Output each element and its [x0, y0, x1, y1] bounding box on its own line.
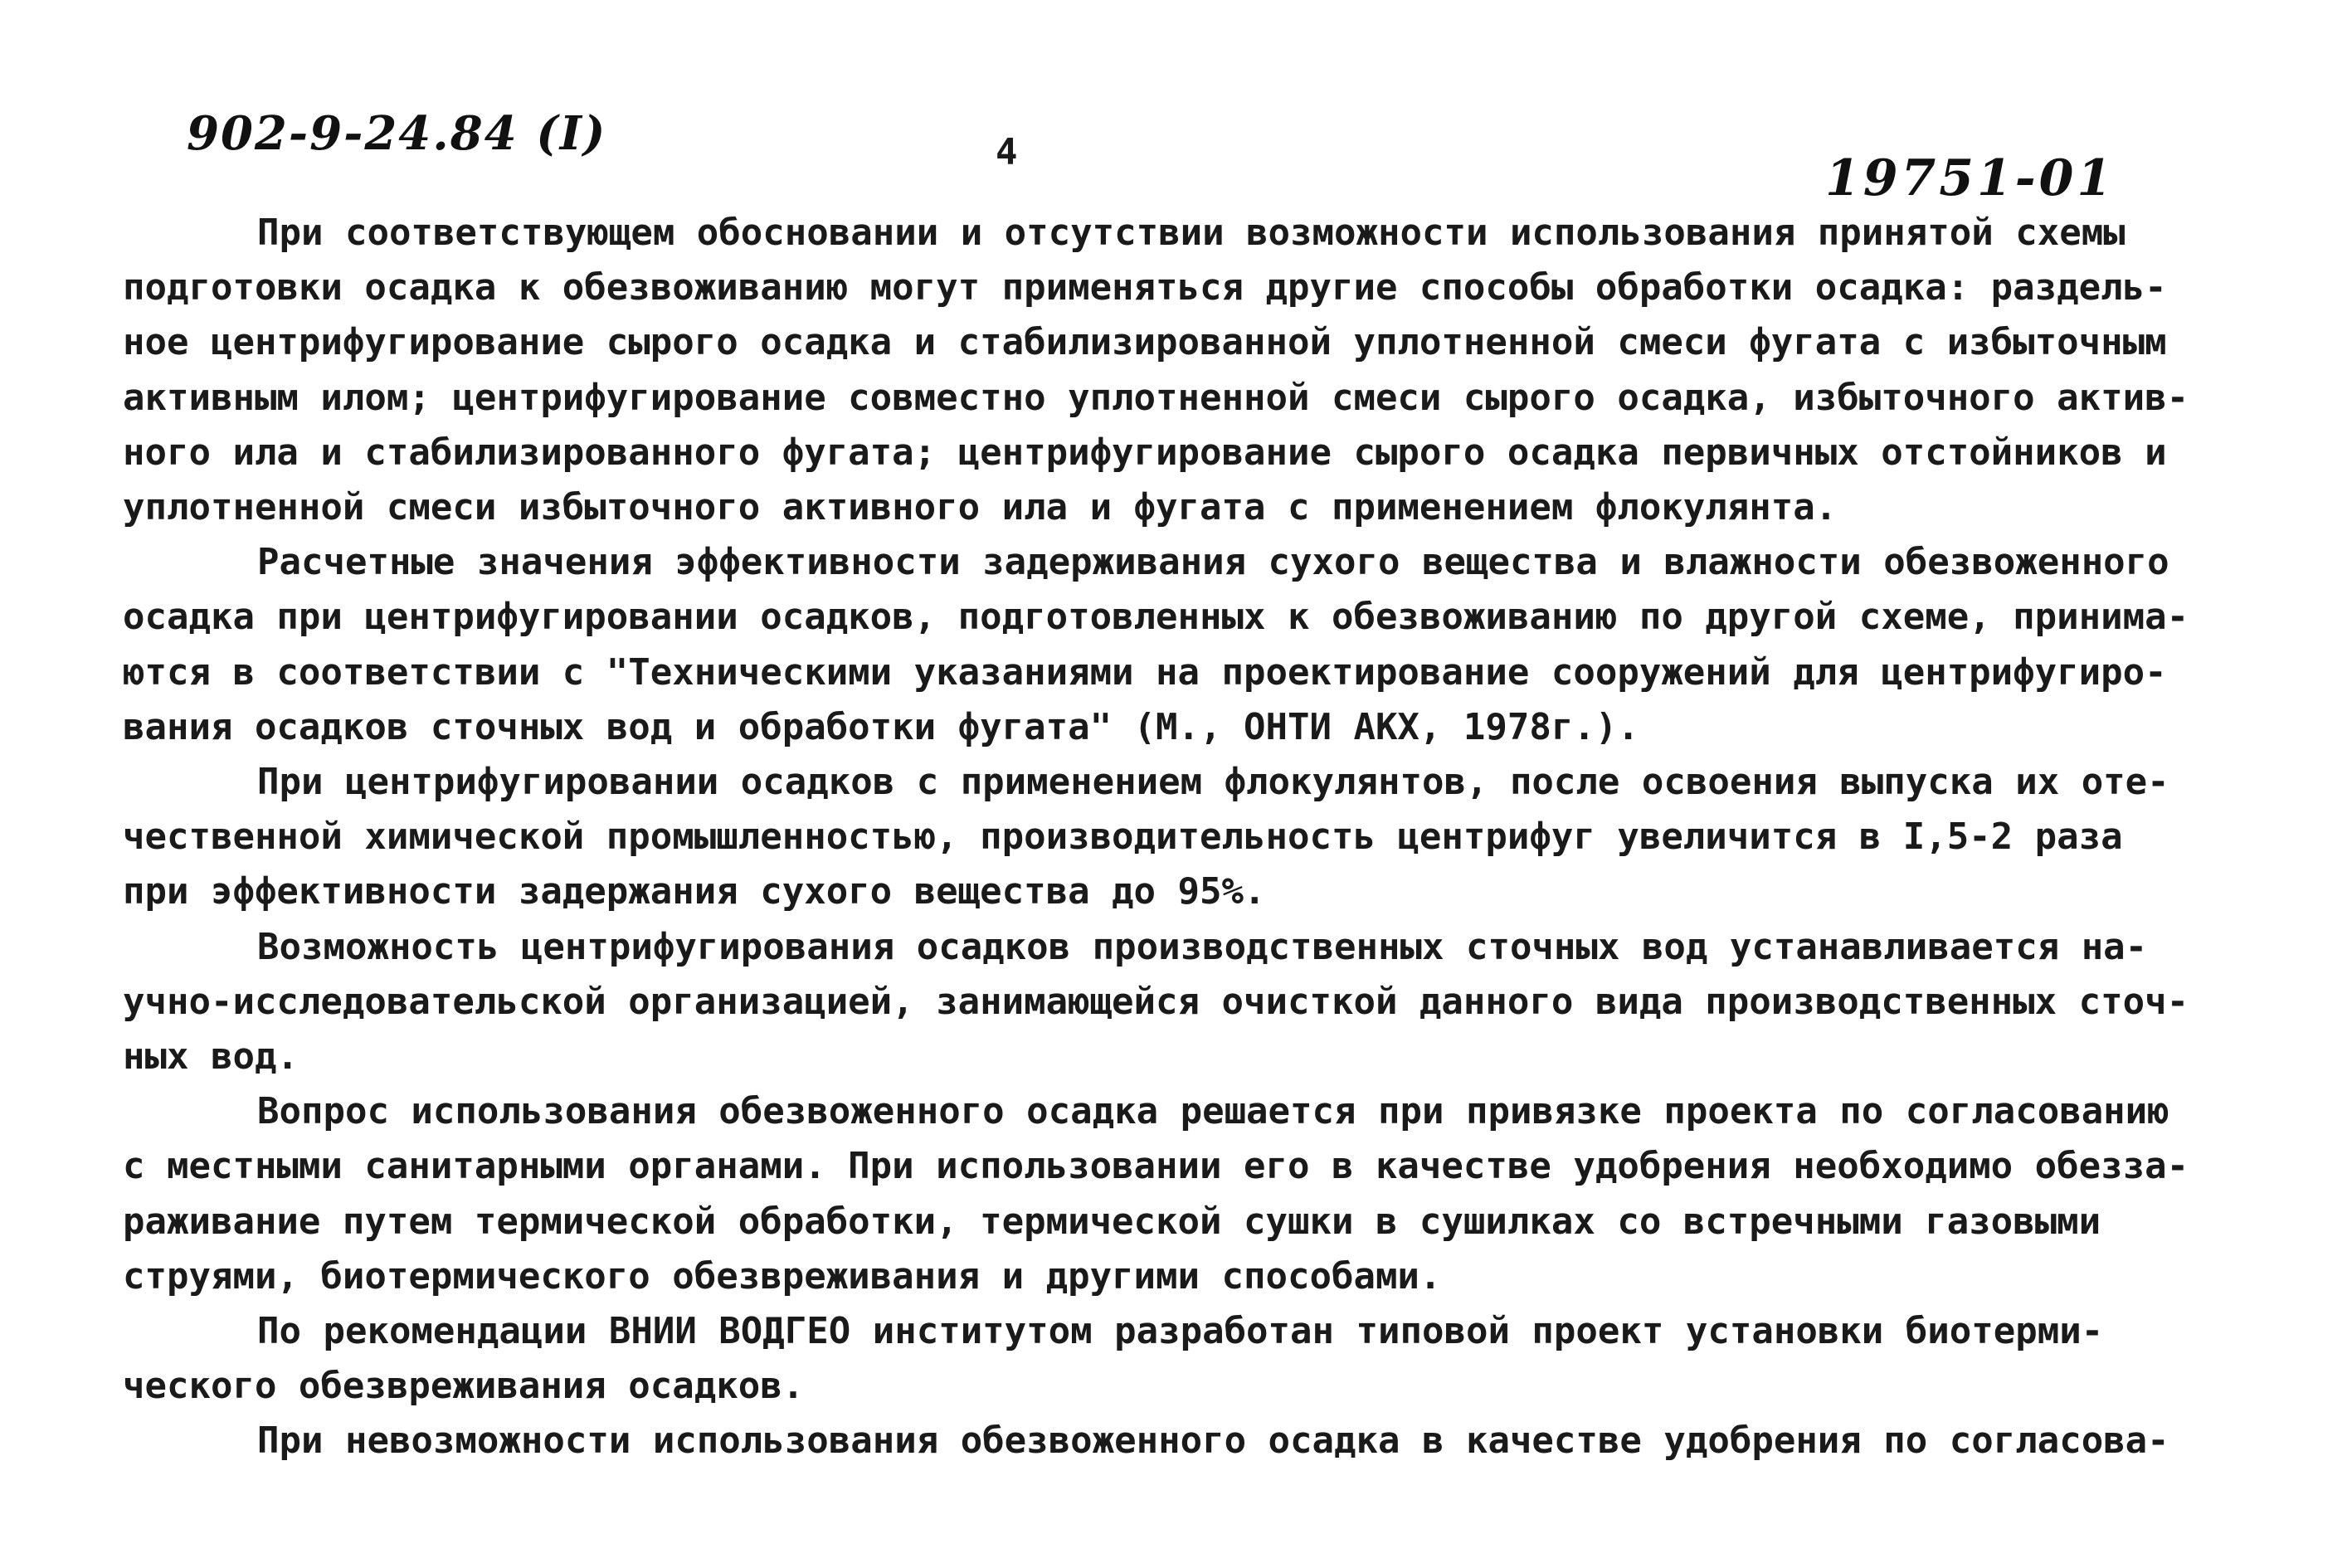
text-line: струями, биотермического обезвреживания и другими способами.	[123, 1255, 1442, 1298]
inventory-number-handwritten: 19751-01	[1825, 149, 2116, 207]
text-line: Вопрос использования обезвоженного осадка решается при привязке проекта по согласованию	[257, 1090, 2169, 1132]
text-line: При центрифугировании осадков с применением флокулянтов, после освоения выпуска их оте-	[257, 761, 2169, 803]
text-line: Возможность центрифугирования осадков производственных сточных вод устанавливается на-	[257, 926, 2148, 968]
text-line: вания осадков сточных вод и обработки фугата" (М., ОНТИ АКХ, 1978г.).	[123, 706, 1639, 748]
text-line: с местными санитарными органами. При использовании его в качестве удобрения необходимо обезза-	[123, 1145, 2189, 1187]
text-line: Расчетные значения эффективности задерживания сухого вещества и влажности обезвоженного	[257, 541, 2169, 583]
text-line: ных вод.	[123, 1035, 299, 1078]
text-line: По рекомендации ВНИИ ВОДГЕО институтом разработан типовой проект установки биотерми-	[257, 1310, 2104, 1352]
text-line: чественной химической промышленностью, производительность центрифуг увеличится в I,5-2 раза	[123, 816, 2123, 858]
text-line: учно-исследовательской организацией, занимающейся очисткой данного вида производственных сточ-	[123, 981, 2189, 1023]
text-line: ное центрифугирование сырого осадка и стабилизированной уплотненной смеси фугата с избыточным	[123, 321, 2167, 363]
text-line: ческого обезвреживания осадков.	[123, 1365, 805, 1407]
text-line: активным илом; центрифугирование совместно уплотненной смеси сырого осадка, избыточного актив-	[123, 377, 2189, 419]
text-line: При невозможности использования обезвоженного осадка в качестве удобрения по согласова-	[257, 1419, 2169, 1462]
text-line: подготовки осадка к обезвоживанию могут применяться другие способы обработки осадка: раздель-	[123, 266, 2167, 309]
text-line: осадка при центрифугировании осадков, подготовленных к обезвоживанию по другой схеме, принима-	[123, 596, 2189, 638]
document-code-handwritten: 902-9-24.84 (I)	[187, 106, 607, 161]
text-line: уплотненной смеси избыточного активного ила и фугата с применением флокулянта.	[123, 486, 1838, 528]
text-line: ются в соответствии с "Техническими указаниями на проектирование сооружений для центрифугиро-	[123, 651, 2167, 694]
text-line: раживание путем термической обработки, термической сушки в сушилках со встречными газовыми	[123, 1200, 2101, 1243]
page-number: 4	[996, 131, 1018, 173]
text-line: ного ила и стабилизированного фугата; центрифугирование сырого осадка первичных отстойников и	[123, 431, 2167, 474]
text-line: При соответствующем обосновании и отсутствии возможности использования принятой схемы	[257, 212, 2126, 254]
text-line: при эффективности задержания сухого вещества до 95%.	[123, 870, 1266, 913]
